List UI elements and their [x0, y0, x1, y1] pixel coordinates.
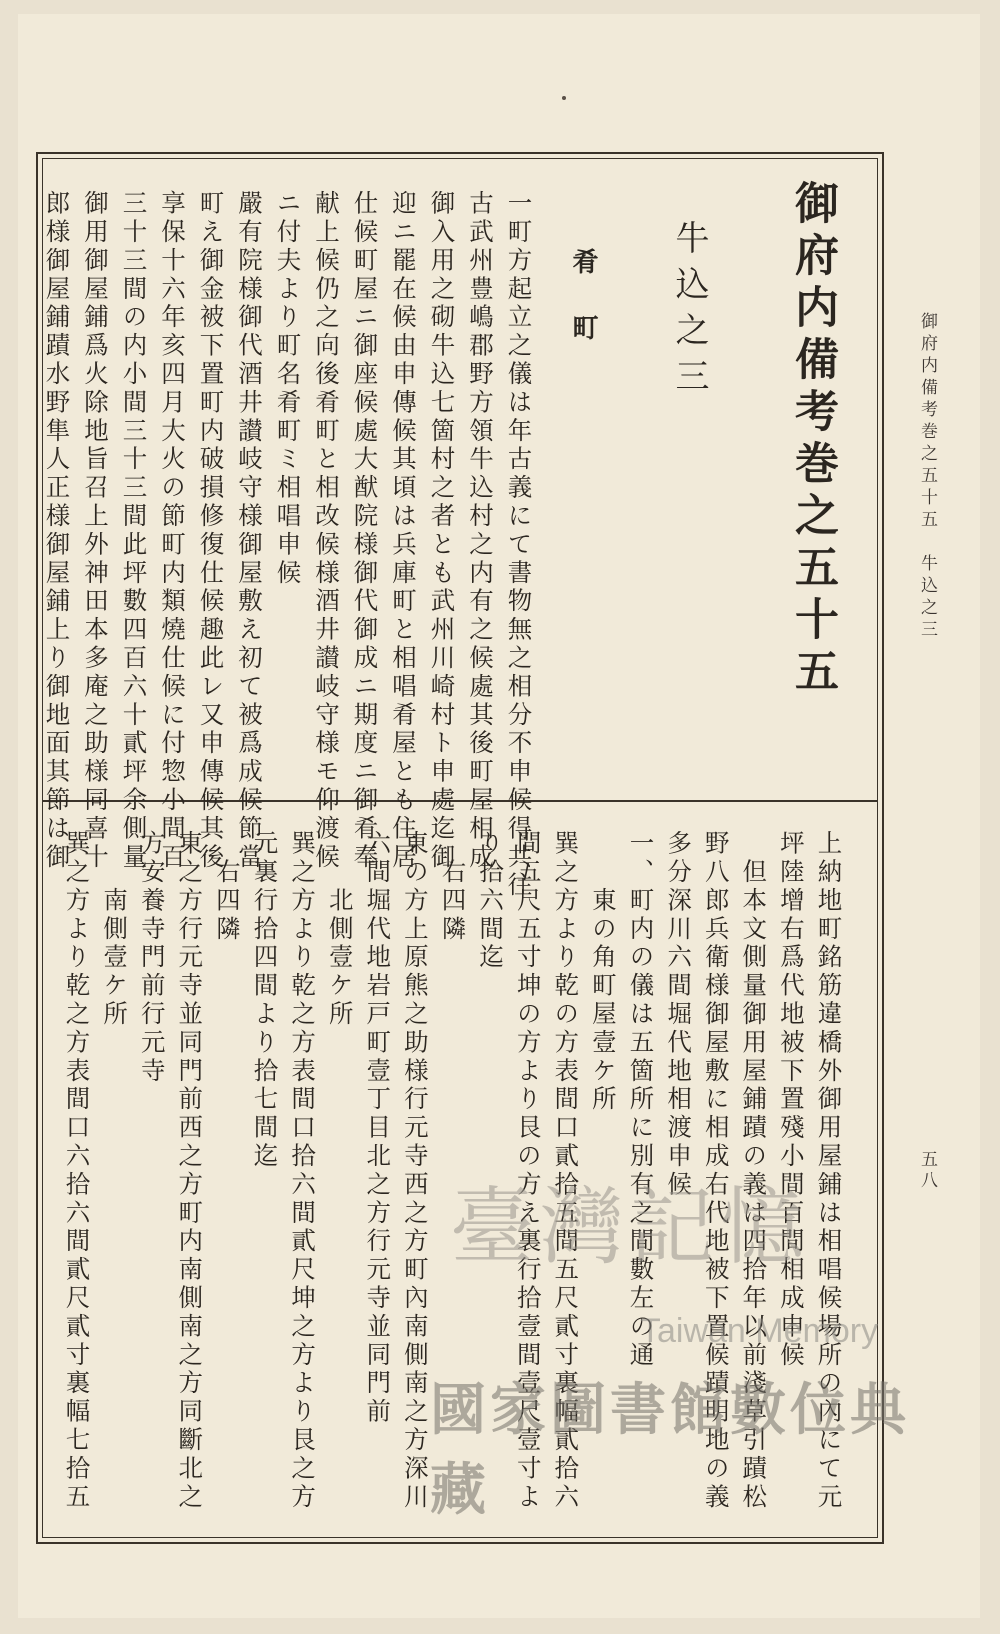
- upper-text-column: 御用御屋鋪爲火除地旨召上外神田本多庵之助様同喜十: [81, 190, 110, 872]
- upper-text-column: 町え御金被下置町内破損修復仕候趣此レ又申傳候其後: [196, 190, 226, 872]
- lower-text-column: 右四隣: [438, 830, 468, 944]
- upper-text-column: 献上候仍之向後肴町と相改候様酒井讃岐守様モ仰渡候: [312, 190, 341, 872]
- lower-text-column: 六間堀代地岩戸町壹丁目北之方行元寺並同門前: [363, 830, 393, 1427]
- lower-text-column: 坪陸增右爲代地被下置殘小間百間相成申候: [776, 830, 806, 1370]
- upper-text-column: 迎ニ罷在候由申傳候其頃は兵庫町と相唱肴屋とも住居: [389, 190, 418, 872]
- lower-text-column: 間五尺五寸坤の方より艮の方え裏行拾壹間壹尺壹寸よ: [513, 830, 543, 1512]
- watermark-institution: 國家圖書館數位典藏: [430, 1378, 910, 1523]
- chapter-subtitle: 牛込之三: [669, 220, 709, 404]
- running-header: 御府内備考巻之五十五 牛込之三: [917, 312, 937, 642]
- lower-text-column: 巽之方より乾の方表間口貳拾五間五尺貳寸裏幅貳拾六: [551, 830, 581, 1512]
- upper-text-column: 御入用之砌牛込七箇村之者とも武州川崎村ト申處迄御: [427, 190, 457, 872]
- upper-text-column: 古武州豊嶋郡野方領牛込村之内有之候處其後町屋相成: [466, 190, 495, 872]
- lower-text-column: 右四隣: [212, 830, 242, 944]
- lower-text-column: 元裏行拾四間より拾七間迄: [250, 830, 280, 1171]
- lower-text-column: 北側壹ケ所: [325, 830, 355, 1029]
- page-number: 五八: [917, 1150, 937, 1192]
- lower-text-column: 但本文側量御用屋鋪蹟の義は四拾年以前淺草引蹟松: [739, 830, 769, 1512]
- lower-text-column: 一、町内の儀は五箇所に別有之間數左の通: [626, 830, 656, 1370]
- lower-text-column: 野八郎兵衛様御屋敷に相成右代地被下置候蹟明地の義: [701, 830, 731, 1512]
- lower-text-column: 南側壹ケ所: [100, 830, 130, 1029]
- watermark-logo: 臺灣記憶: [450, 1178, 811, 1276]
- upper-text-column: 仕候町屋ニ御座候處大猷院様御代御成ニ期度ニ御肴奉: [350, 190, 380, 872]
- lower-text-column: 上納地町銘筋違橋外御用屋鋪は相唱候場所の內にて元: [814, 830, 844, 1512]
- upper-text-column: ニ付夫より町名肴町ミ相唱申候: [273, 190, 303, 588]
- upper-text-column: 享保十六年亥四月大火の節町内類燒仕候に付惣小間百: [158, 190, 187, 872]
- volume-title: 御府内備考巻之五十五: [787, 180, 838, 700]
- lower-text-column: 東の方上原熊之助様行元寺西之方町內南側南之方深川: [400, 830, 430, 1512]
- lower-text-column: 多分深川六間堀代地相渡申候: [664, 830, 694, 1200]
- lower-text-column: 東の角町屋壹ケ所: [588, 830, 618, 1114]
- upper-text-column: 嚴有院様御代酒井讃岐守様御屋敷え初て被爲成候節當: [235, 190, 264, 872]
- section-heading: 肴町: [568, 248, 598, 380]
- ink-speck: [562, 96, 566, 100]
- lower-text-column: 方安養寺門前行元寺: [137, 830, 167, 1086]
- upper-text-column: 三十三間の内小間三十三間此坪數四百六十貳坪余側量: [119, 190, 149, 872]
- lower-text-column: り拾六間迄: [476, 830, 506, 972]
- watermark-latin: Taiwan Memory: [640, 1312, 879, 1350]
- upper-text-column: 一町方起立之儀は年古義にて書物無之相分不申候得共往: [504, 190, 534, 900]
- lower-text-column: 巽之方より乾之方表間口六拾六間貳尺貳寸裏幅七拾五: [62, 830, 92, 1512]
- upper-text-column: 郎様御屋鋪蹟水野隼人正様御屋鋪上り御地面其節は御: [42, 190, 72, 872]
- lower-text-column: 巽之方より乾之方表間口拾六間貳尺坤之方より艮之方: [288, 830, 318, 1512]
- lower-text-column: 東之方行元寺並同門前西之方町内南側南之方同斷北之: [175, 830, 205, 1512]
